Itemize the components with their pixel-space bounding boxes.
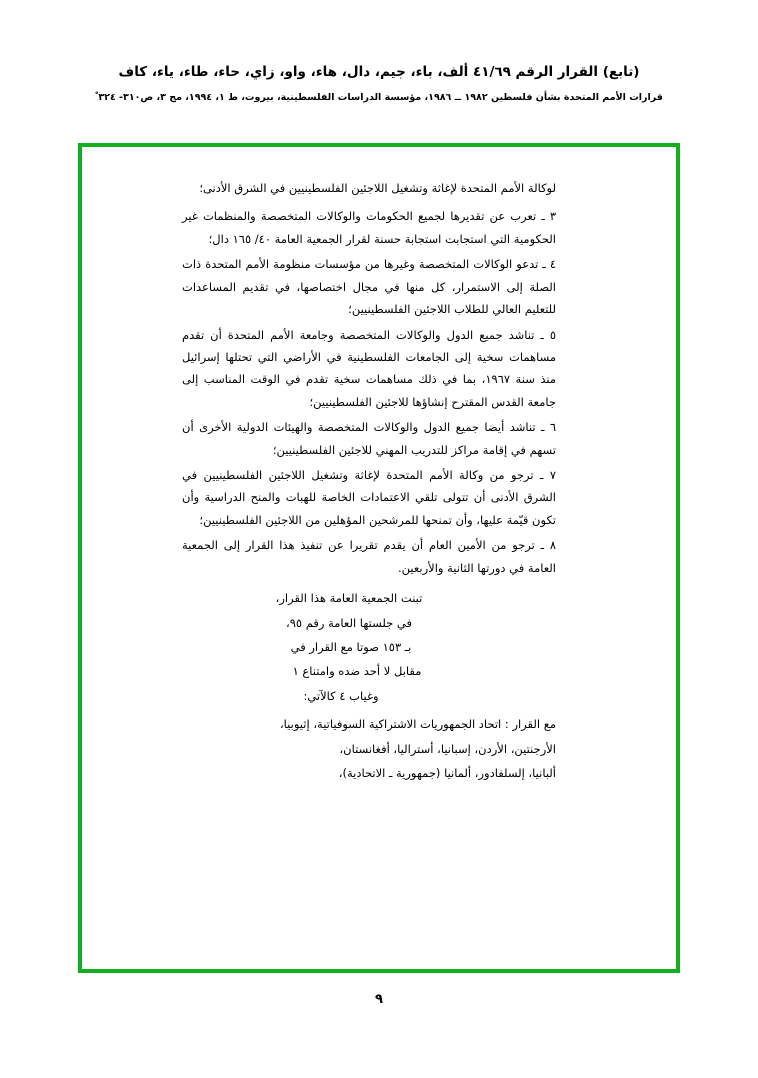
page-header (0, 0, 758, 106)
closing-line-5: وغياب ٤ كالآتي: (303, 688, 379, 703)
paragraph-item-3: ٣ ـ تعرب عن تقديرها لجميع الحكومات والوكالات المتخصصة والمنظمات غير الحكومية التي استجابت استجابة حسنة لقرار الجمعية العامة ٤٠/ ١٦٥ دال؛ (182, 209, 556, 246)
paragraph-item-5: ٥ ـ تناشد جميع الدول والوكالات المتخصصة وجامعة الأمم المتحدة أن تقدم مساهمات سخية إلى الجامعات الفلسطينية في الأراضي التي تحتلها إسرائيل منذ سنة ١٩٦٧، بما في ذلك مساهمات سخية تقدم في الوقت المناسب إلى جامعة القدس المقترح إنشاؤها للاجئين الفلسطينيين؛ (182, 327, 556, 409)
votes-block (182, 713, 556, 784)
paragraph-item-8: ٨ ـ ترجو من الأمين العام أن يقدم تقريرا عن تنفيذ هذا القرار إلى الجمعية العامة في دورتها الثانية والأربعين. (182, 538, 556, 575)
paragraph-continuation: لوكالة الأمم المتحدة لإغاثة وتشغيل اللاجئين الفلسطينيين في الشرق الأدنى؛ (199, 181, 556, 195)
votes-line-2: الأرجنتين، الأردن، إسبانيا، أستراليا، أفغانستان، (339, 741, 556, 756)
closing-line-3: بـ ١٥٣ صوتا مع القرار في (290, 640, 412, 655)
content-frame (78, 143, 680, 973)
header-title-line: (تابع) القرار الرقم ٤١/٦٩ ألف، باء، جيم، دال، هاء، واو، زاي، حاء، طاء، ياء، كاف (118, 64, 640, 80)
closing-line-4: مقابل لا أحد ضده وامتناع ١ (292, 664, 422, 679)
document-body (182, 177, 556, 787)
paragraph-item-4: ٤ ـ تدعو الوكالات المتخصصة وغيرها من مؤسسات منظومة الأمم المتحدة ذات الصلة إلى الاستمرار، كل منها في مجال اختصاصها، في تقديم المساعدات للتعليم العالي للطلاب اللاجئين الفلسطينيين؛ (182, 257, 556, 317)
paragraph-item-6: ٦ ـ تناشد أيضا جميع الدول والوكالات المتخصصة والهيئات الدولية الأخرى أن تسهم في إقامة مراكز للتدريب المهني للاجئين الفلسطينيين؛ (182, 420, 556, 457)
closing-line-1: تبنت الجمعية العامة هذا القرار، (275, 591, 423, 606)
page-number: ٩ (375, 992, 383, 1007)
votes-line-3: ألبانيا، إلسلفادور، ألمانيا (جمهورية ـ الاتحادية)، (338, 766, 556, 781)
closing-block (182, 587, 556, 707)
paragraph-item-7: ٧ ـ ترجو من وكالة الأمم المتحدة لإغاثة وتشغيل اللاجئين الفلسطينيين في الشرق الأدنى أن تتولى تلقي الاعتمادات الخاصة للهبات والمنح الدراسية وأن تكون قيّمة عليها، وأن تمنحها للمرشحين المؤهلين من اللاجئين الفلسطينيين؛ (182, 468, 556, 527)
votes-line-1: مع القرار : اتحاد الجمهوريات الاشتراكية السوفياتية، إثيوبيا، (279, 717, 556, 732)
header-source-line: قرارات الأمم المتحدة بشأن فلسطين ١٩٨٢ ــ ١٩٨٦، مؤسسة الدراسات الفلسطينية، بيروت، ط ١، ١٩٩٤، مج ٣، ص٣١٠- ٣٢٤ ْ (95, 92, 663, 104)
closing-line-2: في جلستها العامة رقم ٩٥، (285, 615, 412, 630)
